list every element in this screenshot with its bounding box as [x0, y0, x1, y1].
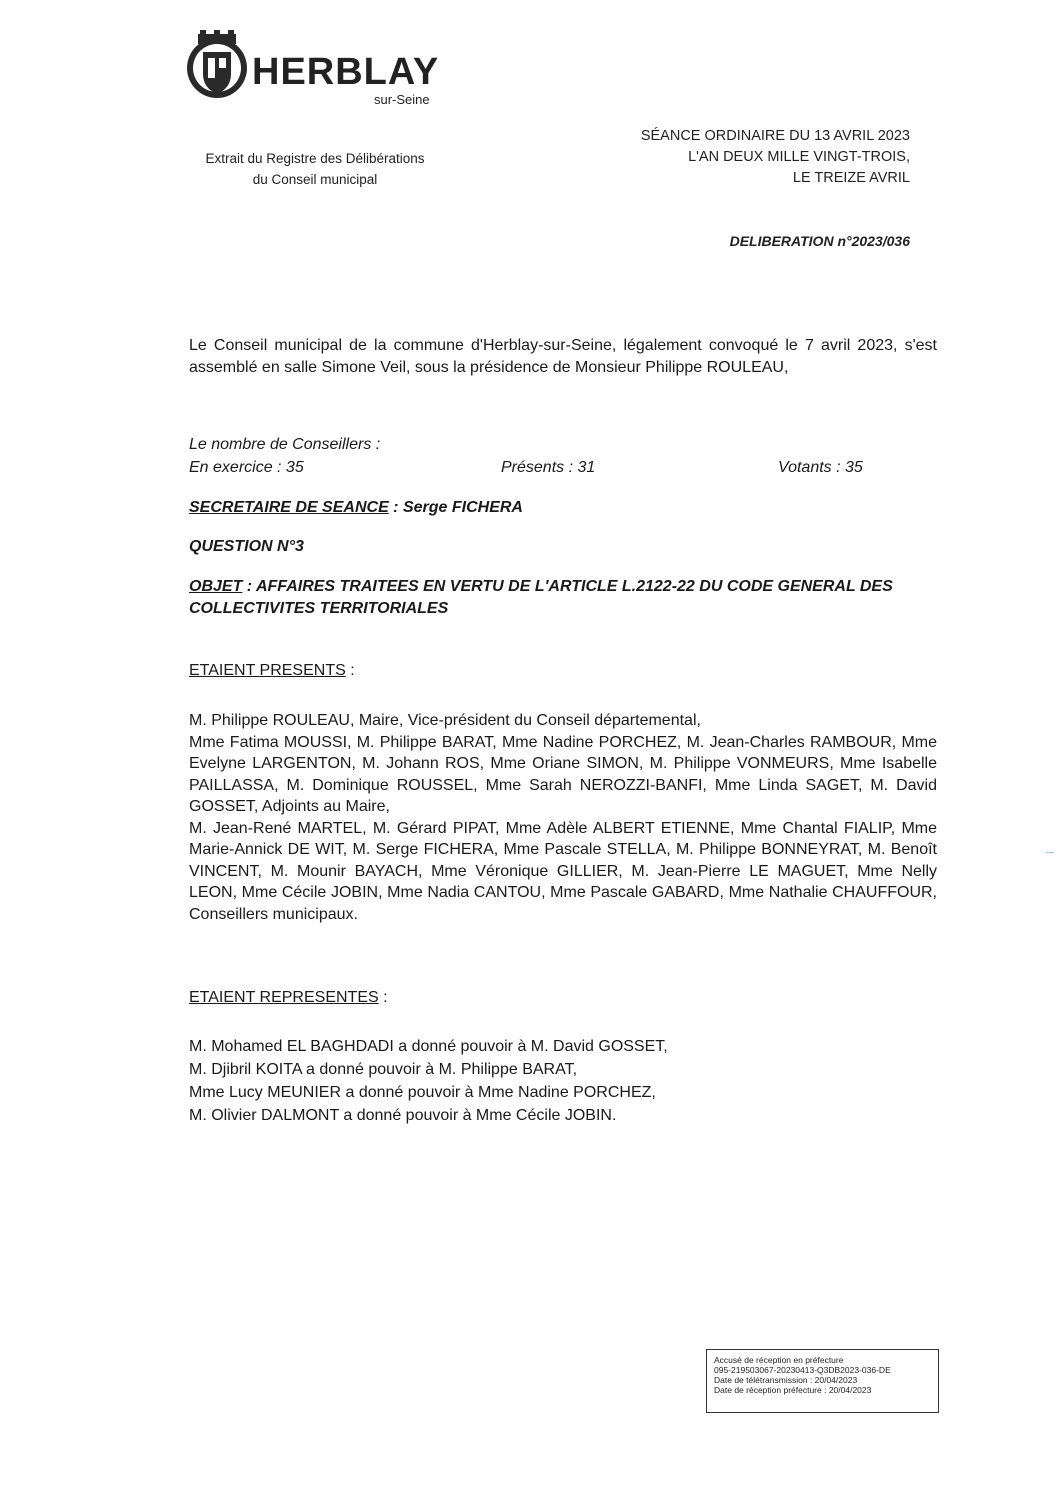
secretaire-de-seance: [189, 499, 523, 517]
count-presents: Présents : 31: [501, 459, 596, 476]
representes-line: M. Mohamed EL BAGHDADI a donné pouvoir à M. David GOSSET,: [189, 1038, 668, 1055]
question-number: QUESTION N°3: [189, 538, 304, 555]
receipt-line: Accusé de réception en préfecture: [714, 1355, 844, 1365]
logo-subtitle: sur-Seine: [374, 92, 430, 107]
receipt-line: Date de réception préfecture : 20/04/2023: [714, 1385, 872, 1395]
representes-line: Mme Lucy MEUNIER a donné pouvoir à Mme Nadine PORCHEZ,: [189, 1084, 656, 1101]
presents-paragraph: Mme Fatima MOUSSI, M. Philippe BARAT, Mme Nadine PORCHEZ, M. Jean-Charles RAMBOUR, Mme Evelyne LARGENTON, M. Johann ROS, Mme Oriane SIMON, M. Philippe VONMEURS, Mme Isabelle PAILLASSA, M. Dominique ROUSSEL, Mme Sarah NEROZZI-BANFI, Mme Linda SAGET, M. David GOSSET, Adjoints au Maire,: [189, 733, 937, 815]
presents-heading-suffix: :: [345, 662, 355, 679]
representes-list: [189, 1035, 937, 1127]
registry-line: du Conseil municipal: [252, 172, 378, 187]
objet: [189, 576, 937, 620]
deliberation-number: DELIBERATION n°2023/036: [729, 233, 910, 249]
receipt-line: 095-219503067-20230413-Q3DB2023-036-DE: [714, 1365, 891, 1375]
presents-list: [189, 710, 937, 925]
registry-heading: [180, 148, 450, 190]
intro-paragraph: Le Conseil municipal de la commune d'Herblay-sur-Seine, légalement convoqué le 7 avril 2023, s'est assemblé en salle Simone Veil, sous la présidence de Monsieur Philippe ROULEAU,: [189, 337, 937, 376]
representes-heading-label: ETAIENT REPRESENTES: [189, 989, 379, 1006]
registry-line: Extrait du Registre des Délibérations: [205, 151, 425, 166]
presents-heading-label: ETAIENT PRESENTS: [189, 662, 346, 679]
representes-line: M. Djibril KOITA a donné pouvoir à M. Philippe BARAT,: [189, 1061, 578, 1078]
secretaire-label: SECRETAIRE DE SEANCE: [189, 499, 389, 516]
count-exercice: En exercice : 35: [189, 459, 304, 476]
presents-paragraph: M. Philippe ROULEAU, Maire, Vice-président du Conseil départemental,: [189, 712, 701, 729]
seance-line: LE TREIZE AVRIL: [792, 170, 910, 186]
presents-heading: [189, 662, 355, 680]
prefecture-receipt-stamp: [706, 1349, 939, 1413]
objet-value: : AFFAIRES TRAITEES EN VERTU DE L'ARTICLE L.2122-22 DU CODE GENERAL DES COLLECTIVITES TERRITORIALES: [189, 578, 893, 617]
scan-edge-mark: [1046, 852, 1054, 853]
counts-label: Le nombre de Conseillers :: [189, 436, 381, 453]
herblay-logo: [186, 28, 446, 108]
seance-line: SÉANCE ORDINAIRE DU 13 AVRIL 2023: [640, 128, 910, 144]
city-crest-icon: [186, 28, 248, 104]
representes-line: M. Olivier DALMONT a donné pouvoir à Mme Cécile JOBIN.: [189, 1107, 617, 1124]
seance-heading: [530, 126, 910, 189]
count-votants: Votants : 35: [778, 459, 863, 476]
seance-line: L'AN DEUX MILLE VINGT-TROIS,: [688, 149, 910, 165]
representes-heading: [189, 989, 388, 1007]
presents-paragraph: M. Jean-René MARTEL, M. Gérard PIPAT, Mme Adèle ALBERT ETIENNE, Mme Chantal FIALIP, Mme Marie-Annick DE WIT, M. Serge FICHERA, Mme Pascale STELLA, M. Philippe BONNEYRAT, M. Benoît VINCENT, M. Mounir BAYACH, Mme Véronique GILLIER, M. Jean-Pierre LE MAGUET, Mme Nelly LEON, Mme Cécile JOBIN, Mme Nadia CANTOU, Mme Pascale GABARD, Mme Nathalie CHAUFFOUR, Conseillers municipaux.: [189, 819, 937, 923]
objet-label: OBJET: [189, 578, 243, 595]
secretaire-value: : Serge FICHERA: [388, 499, 523, 516]
receipt-line: Date de télétransmission : 20/04/2023: [714, 1375, 858, 1385]
logo-name: HERBLAY: [252, 51, 440, 93]
representes-heading-suffix: :: [378, 989, 388, 1006]
